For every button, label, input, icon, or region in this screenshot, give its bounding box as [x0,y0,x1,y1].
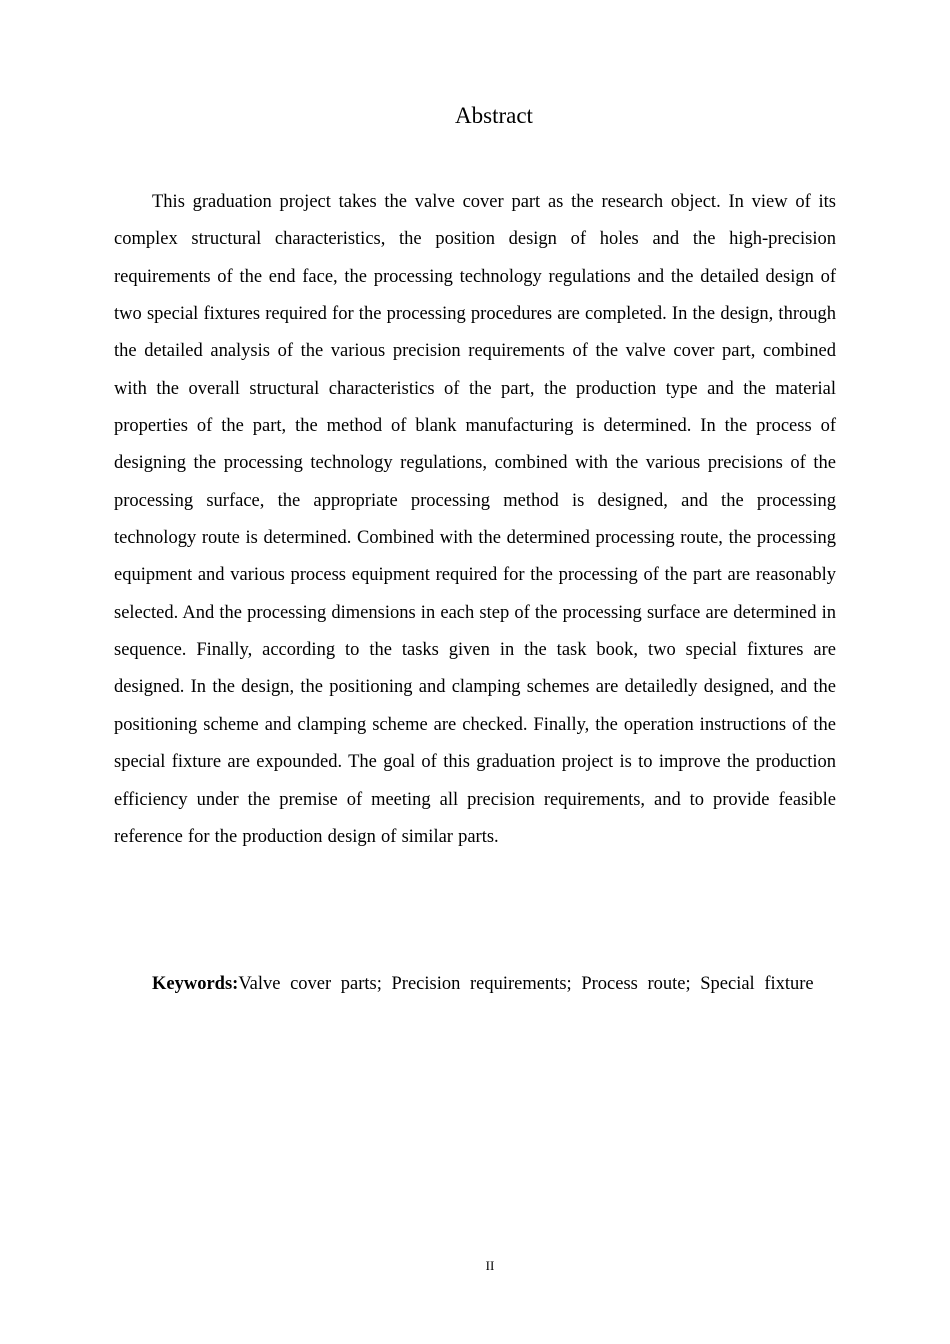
page-title: Abstract [455,103,533,128]
keywords-label: Keywords: [152,974,239,994]
abstract-paragraph: This graduation project takes the valve cover part as the research object. In view of its complex structural characteristics, the position design of holes and the high-precision requirements of the end face, the processing technology regulations and the detailed design of two special fixtures required for the processing procedures are completed. In the design, through the detailed analysis of the various precision requirements of the valve cover part, combined with the overall structural characteristics of the part, the production type and the material properties of the part, the method of blank manufacturing is determined. In the process of designing the processing technology regulations, combined with the various precisions of the processing surface, the appropriate processing method is designed, and the processing technology route is determined. Combined with the determined processing route, the processing equipment and various process equipment required for the processing of the part are reasonably selected. And the processing dimensions in each step of the processing surface are determined in sequence. Finally, according to the tasks given in the task book, two special fixtures are designed. In the design, the positioning and clamping schemes are detailedly designed, and the positioning scheme and clamping scheme are checked. Finally, the operation instructions of the special fixture are expounded. The goal of this graduation project is to improve the production efficiency under the premise of meeting all precision requirements, and to provide feasible reference for the production design of similar parts. [114,192,836,847]
keywords-line [114,966,836,1003]
keywords-text: Valve cover parts; Precision requirements; Process route; Special fixture [238,974,814,994]
page-number: II [485,1258,495,1273]
